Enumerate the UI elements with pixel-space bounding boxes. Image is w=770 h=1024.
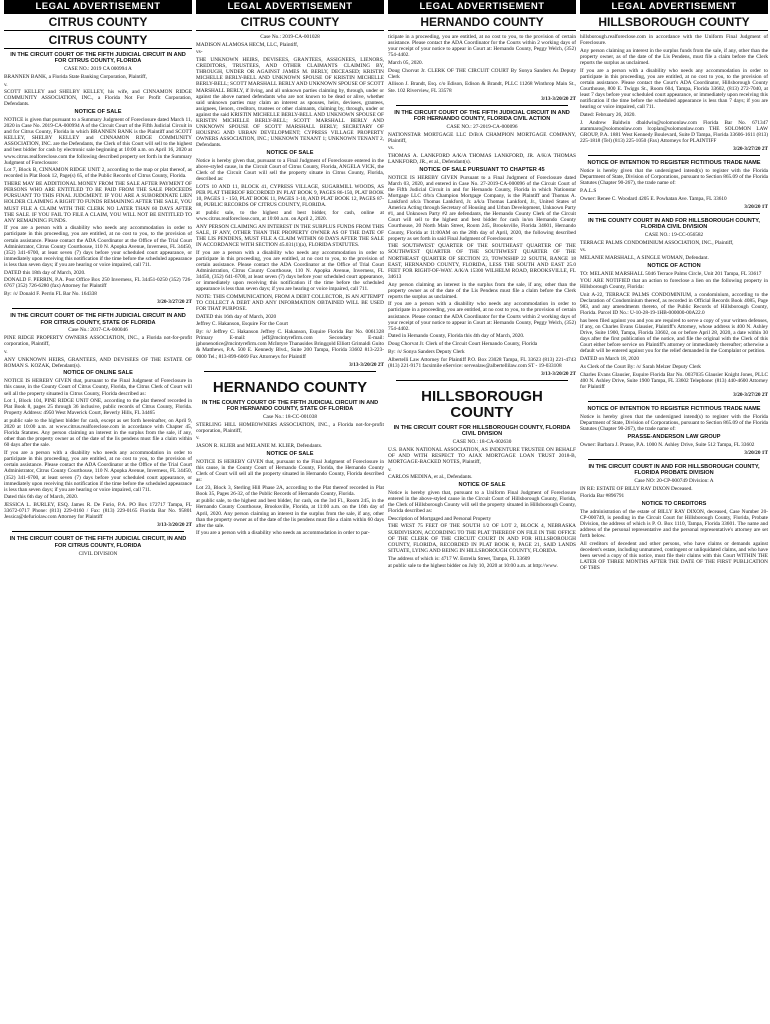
notice-paragraph: SCOTT KELLEY and SHELBY KELLEY, his wife, and CINNAMON RIDGE COMMUNITY ASSOCIATION, INC., a Florida Not For Profit Corporation, Defendants. — [4, 89, 192, 108]
notice-paragraph: TO: MELANIE MARSHALL 5046 Terrace Palms Circle, Unit 201 Tampa, FL 33617 — [580, 270, 762, 277]
notice-paragraph: Lot 1, Block 104, PINE RIDGE UNIT ONE, according to the plat thereof recorded in Plat Book 8, pages 25 through 36 inclusive, public records of Citrus County, Florida. Property Address: 4950 West Maverick Court, Beverly Hills, FL 34465 — [4, 398, 192, 417]
notice-heading: IN THE CIRCUIT COURT FOR HILLSBOROUGH COUNTY, FLORIDA CIVIL DIVISION — [393, 424, 571, 438]
legal-advertisement-band: LEGAL ADVERTISEMENT — [196, 0, 384, 14]
notice-paragraph: TERRACE PALMS CONDOMINIUM ASSOCIATION, INC., Plaintiff, — [580, 239, 734, 246]
legal-notice — [388, 425, 576, 570]
notice-paragraph: PINE RIDGE PROPERTY OWNERS ASSOCIATION, INC., a Florida not-for-profit corporation, Plaintiff, — [4, 335, 192, 348]
notice-paragraph: vs. — [580, 247, 587, 254]
case-number: CASE NO.: 19-CC-056582 — [644, 231, 704, 238]
notice-paragraph: NATIONSTAR MORTGAGE LLC D/B/A CHAMPION MORTGAGE COMPANY, Plaintiff, — [388, 131, 576, 144]
notice-paragraph: at public sale, to the highest and best bidder, for cash, online at www.citrus.realforeclose.com, at 10:00 a.m. on April 2, 2020. — [196, 209, 384, 222]
publication-dates: 3/13-3/20/20 2T — [541, 370, 576, 377]
publication-dates: 3/13-3/20/20 2T — [349, 361, 384, 368]
publication-dates: 3/20-3/27/20 2T — [157, 299, 192, 306]
notice-heading: IN THE COUNTY COURT OF THE FIFTH JUDICIAL CIRCUIT IN AND FOR HERNANDO COUNTY, STATE OF FLORIDA — [201, 399, 379, 412]
notice-paragraph: Lot 23, Block 3, Sterling Hill Phase 2A, according to the Plat thereof recorded in Plat Book 35, Pages 26-32, of the Public Records of Hernando County, Florida. — [196, 484, 384, 497]
notice-paragraph: If you are a person with a disability who needs any accommodation in order to participate in this proceeding, you are entitled, at no cost to you, to the provision of certain assistance. Please contact the ADA Coordinator at the Office of the Trial Court Administrator, Citrus County Courthouse, 110 N. Apopka Avenue, Inverness, FL 34450, (352) 341-6700, at least seven (7) days before your scheduled court appearance, or immediately upon receiving this notification if the time before the scheduled appearance is less than seven days; if you are hearing or voice impaired, call 711. — [4, 225, 192, 268]
county-heading: HILLSBOROUGH COUNTY — [580, 16, 768, 31]
legal-advertisement-band: LEGAL ADVERTISEMENT — [388, 0, 576, 14]
notice-paragraph: vs- — [196, 49, 203, 56]
case-number: Case No.: 18-CC-001038 — [263, 413, 317, 420]
notice-paragraph: vs. — [388, 145, 395, 152]
legal-notice — [580, 464, 768, 572]
notice-heading: IN THE CIRCUIT COURT OF THE FIFTH JUDICIAL CIRCUIT IN AND FOR CITRUS COUNTY, FLORIDA — [10, 52, 186, 65]
notice-paragraph: DATED on March 18, 2020 — [580, 356, 639, 363]
notice-paragraph: U.S. BANK NATIONAL ASSOCIATION, AS INDENTURE TRUSTEE ON BEHALF OF AND WITH RESPECT TO AJAX MORTGAGE LOAN TRUST 2018-B, MORTGAGE-BACKED NOTES, Plaintiff, — [388, 446, 576, 465]
notice-heading: IN THE CIRCUIT COURT OF THE FIFTH JUDICIAL CIRCUIT, IN AND FOR CITRUS COUNTY, FLORIDA — [9, 536, 187, 549]
divider — [588, 155, 760, 156]
notice-heading: IN THE CIRCUIT COURT OF THE FIFTH JUDICIAL CIRCUIT IN AND FOR CITRUS COUNTY, STATE OF FLORIDA — [10, 313, 186, 326]
case-number: Case NO: 20-CP-000749 Division: A — [634, 477, 714, 484]
notice-paragraph: JESSICA L. BURLEY, ESQ. James R. De Furio, P.A. PO Box 172717 Tampa, FL 33672-0717 Phone: (813) 229-0160 / Fax: (813) 229-0165 Florida Bar No. 95801 Jessica@defuriolaw.com Attorney for Plaintiff — [4, 502, 192, 521]
publication-dates: 3/13-3/20/20 2T — [157, 522, 192, 529]
column-3 — [388, 0, 576, 1004]
notice-paragraph: NOTICE IS HEREBY GIVEN that, pursuant to the Final Judgment of Foreclosure in this cause, in the County Court of Hernando County, Florida, the Hernando County Clerk of Court will sell all the property situated in Hernando County, Florida described as: — [196, 458, 384, 483]
notice-paragraph: Unit A-22, TERRACE PALMS CONDOMINIUM, a condominium, according to the Declaration of Condominium thereof, as recorded in Official Records Book 4085, Page 983, and any amendments thereto, of the Public Records of Hillsborough County, Florida. Parcel ID No.: U-10-28-19-1HB-000000-00A22.0 — [580, 292, 768, 317]
case-number: CASE NO.: 2019 CA 000994 A — [64, 66, 132, 73]
notice-paragraph: Owner: Renee C. Woodard 4205 E. Powhatan Ave. Tampa, FL 33610 — [580, 195, 727, 202]
notice-paragraph: hillsborough.realforeclose.com in accordance with the Uniform Final Judgment of Foreclosure. — [580, 34, 768, 47]
notice-paragraph: ticipate in a proceeding, you are entitled, at no cost to you, to the provision of certain assistance. Please contact the ADA Coordinator for the Courts within 2 working days of your receipt of your notice to appear in Court at: Hernando County, Peggy Welch, (352) 754-4402. — [388, 34, 576, 59]
publication-dates: 3/20/20 1T — [744, 449, 768, 456]
legal-notice — [388, 110, 576, 377]
notice-paragraph: Charles Evans Glausier, Esquire Florida Bar No. 0037035 Glausier Knight Jones, PLLC 400 N. Ashley Drive, Suite 1900 Tampa, FL 33602 Telephone: (813) 440-4600 Attorney for Plaintiff — [580, 371, 768, 390]
notice-paragraph: NOTICE OF SALE — [266, 450, 314, 457]
notice-paragraph: NOTICE OF SALE — [74, 109, 122, 116]
notice-paragraph: Albertelli Law Attorney for Plaintiff P.O. Box 23028 Tampa, FL 33623 (813) 221-4743 (813) 221-9171 facsimile eService: servealaw@albertellilaw.com ST - 19-033108 — [388, 356, 576, 369]
notice-paragraph: If you are a person with a disability who needs any accommodation in order to participate in this proceeding, you are entitled, at no cost to you, to the provision of certain assistance. Please contact the ADA Coordinator at the Office of Trial Court Administration, Citrus County Courthouse, 110 N. Apopka Avenue, Inverness, FL 34450, (352) 641-6700, at least seven (7) days before your scheduled court appearance, or immediately upon receiving this notification if the time before the scheduled appearance is less than seven days; if you are hearing or voice impaired, call 711. — [196, 249, 384, 293]
county-heading: HILLSBOROUGH COUNTY — [421, 387, 543, 421]
notice-paragraph: If you are a person with a disability who needs any accommodation in order to participate in this proceeding, you are entitled, at no cost to you, to the provision of certain assistance. Please contact the Court's ADA Coordinator, Hillsborough County Courthouse, 800 E. Twiggs St., Room 604, Tampa, Florida 33602, (813) 272-7040, at least 7 days before your scheduled court appearance, or immediately upon receiving this notification if the time before the scheduled appearance is less than 7 days; if you are hearing or voice impaired, call 711. — [580, 67, 768, 111]
notice-paragraph: If you are a person with a disability who needs an accommodation in order to par- — [196, 530, 370, 537]
notice-paragraph: YOU ARE NOTIFIED that an action to foreclose a lien on the following property in Hillsborough County, Florida: — [580, 278, 768, 291]
case-number: CASE NO.: 27-2019-CA-000096 — [446, 123, 518, 130]
divider — [396, 380, 568, 381]
notice-paragraph: NOTICE OF ONLINE SALE — [63, 370, 133, 377]
notice-paragraph: NOTICE OF SALE — [458, 481, 506, 488]
notice-paragraph: By: /s/ Sonya Sanders Deputy Clerk — [388, 348, 465, 355]
notice-paragraph: STERLING HILL HOMEOWNERS ASSOCIATION, INC., a Florida not-for-profit corporation, Plaintiff, — [196, 421, 384, 434]
notice-paragraph: at public sale to the highest bidder on July 10, 2020 at 10:00 a.m. at http://www. — [388, 563, 558, 570]
notice-paragraph: THERE MAY BE ADDITIONAL MONEY FROM THE SALE AFTER PAYMENT OF PERSONS WHO ARE ENTITLED TO BE PAID FROM THE SALE PROCEEDS PURSUANT TO THIS FINAL JUDGMENT. IF YOU ARE A SUBORDINATE LIEN HOLDER CLAIMING A RIGHT TO FUNDS REMAINING AFTER THE SALE, YOU MUST FILE A CLAIM WITH THE CLERK NO LATER THAN 60 DAYS AFTER THE SALE. IF YOU FAIL TO FILE A CLAIM, YOU WILL NOT BE ENTITLED TO ANY REMAINING FUNDS. — [4, 181, 192, 224]
notice-paragraph: NOTICE IS HEREBY GIVEN Pursuant to a Final Judgment of Foreclosure dated March 03, 2020, and entered in Case No. 27-2019-CA-000096 of the Circuit Court of the Fifth Judicial Circuit in and for Hernando County, Florida in which Nationstar Mortgage LLC d/b/a Champion Mortgage Company, is the Plaintiff and Thomas A. Lankford a/k/a Thomas Lankford, Jr. a/k/a Thomas Lankford, Jr., United States of America Acting through Secretary of Housing and Urban Development, Unknown Party #1, and Unknown Party #2 are defendants, the Hernando County Clerk of the Circuit Court will sell to the highest and best bidder for cash in/on Hernando County Courthouse, 20 North Main Street, Room 245, Brooksville, Florida 34601, Hernando County, Florida at 11:00AM on the 28th day of April, 2020, the following described property as set forth in said Final Judgment of Foreclosure: — [388, 174, 576, 242]
notice-paragraph: By: /s/ Donald F. Perrin FL Bar No. 164338 — [4, 291, 97, 298]
legal-notice — [4, 536, 192, 556]
notice-paragraph: THOMAS A. LANKFORD A/K/A THOMAS LANKFORD, JR. A/K/A THOMAS LANKFORD, JR., et al., Defendant(s). — [388, 153, 576, 166]
publication-dates: 3/20/20 1T — [744, 203, 768, 210]
notice-paragraph: NOTE: THIS COMMUNICATION, FROM A DEBT COLLECTOR, IS AN ATTEMPT TO COLLECT A DEBT AND ANY INFORMATION OBTAINED WILL BE USED FOR THAT PURPOSE. — [196, 293, 384, 313]
notice-paragraph: JASON R. KLIER and MELANIE M. KLIER, Defendants. — [196, 443, 323, 450]
notice-paragraph: Notice is hereby given that, pursuant to a Uniform Final Judgment of Foreclosure entered in the above-styled cause in the Circuit Court of Hillsborough County, Florida, the Clerk of Hillsborough County will sell the property situated in Hillsborough County, Florida described as: — [388, 489, 576, 515]
publication-dates: 3/13-3/20/20 2T — [541, 95, 576, 102]
notice-paragraph: has been filed against you and you are required to serve a copy of your written defenses, if any, on Charles Evans Glausier, Plaintiff's Attorney, whose address is 400 N. Ashley Drive, Suite 1900, Tampa, Florida 33602, on or before April 28, 2020, a date within 30 days after the first publication of the notice, and file the original with the Clerk of this Court either before service on Plaintiff's attorney or immediately thereafter; otherwise a default will be entered against you for the relief demanded in the Complaint or petition. — [580, 317, 768, 355]
notice-paragraph: Lot 7, Block B, CINNAMON RIDGE UNIT 2, according to the map or plat thereof, as recorded in Plat Book 12, Page(s) 65, of the Public Records of Citrus County, Florida. — [4, 167, 192, 180]
case-number: Case No.: 2017-CA-000046 — [68, 327, 128, 334]
notice-heading: IN THE CIRCUIT COURT IN AND FOR HILLSBOROUGH COUNTY, FLORIDA PROBATE DIVISION — [588, 463, 760, 477]
legal-notice — [580, 160, 768, 210]
divider — [588, 401, 760, 402]
publication-dates: 3/20-3/27/20 2T — [733, 391, 768, 398]
legal-notice — [580, 218, 768, 398]
notice-paragraph: NOTICE is given that pursuant to a Summary Judgment of Foreclosure dated March 11, 2020 in Case No. 2019-CA-000994 A of the Circuit Court of the Fifth Judicial Circuit in and for Citrus County, Florida in which BRANNEN BANK is the Plaintiff and SCOTT KELLEY, SHELBY KELLEY and CINNAMON RIDGE COMMUNITY ASSOCIATION, INC. are the Defendants, the Clerk of this Court will sell to the highest and best bidder for cash by electronic sale beginning at 10:00 a.m. on April 16, 2020 at www.citrus.realforeclose.com the following described property set forth in the Summary Judgment of Foreclosure: — [4, 117, 192, 166]
notice-heading: IN THE COUNTY COURT IN AND FOR HILLSBOROUGH COUNTY, FLORIDA CIVIL DIVISION — [588, 217, 760, 230]
divider — [12, 531, 184, 532]
legal-notice — [196, 34, 384, 368]
notice-paragraph: at public sale to the highest bidder for cash, except as set forth hereinafter, on April 9, 2020 at 10:00 a.m. at www.citrus.realforeclose.com in accordance with Chapter 45, Florida Statutes. Any person claiming an interest in the surplus from the sale, if any, other than the property owner as of the date of the lis pendens must file a claim within 60 days after the sale. — [4, 418, 192, 449]
divider — [12, 308, 184, 309]
county-heading: HERNANDO COUNTY — [212, 378, 368, 396]
notice-paragraph: If you are a person with a disability who needs any accommodation in order to participate in a proceeding, you are entitled, at no cost to you, to the provision of certain assistance. Please contact the ADA Coordinator for the Courts within 2 working days of your receipt of your notice to appear in Court at: Hernando County, Peggy Welch, (352) 754-4402. — [388, 301, 576, 332]
notice-paragraph: Jeffrey C. Hakanson, Esquire For the Court — [196, 321, 288, 328]
notice-paragraph: NOTICE OF ACTION — [647, 262, 701, 269]
notice-paragraph: BRANNEN BANK, a Florida State Banking Corporation, Plaintiff, — [4, 73, 147, 80]
notice-paragraph: P.A.L.S — [580, 187, 597, 194]
notice-paragraph: DATED this 16th day of March, 2020 — [196, 313, 277, 320]
notice-paragraph: Doug Chorvat Jr. CLERK OF THE CIRCUIT COURT By Sonya Sanders As Deputy Clerk — [388, 67, 576, 80]
notice-paragraph: v. — [388, 466, 392, 473]
notice-paragraph: NOTICE OF SALE PURSUANT TO CHAPTER 45 — [419, 166, 545, 173]
notice-paragraph: The address of which is: 4717 W. Estrella Street, Tampa, FL 33609 — [388, 555, 531, 562]
case-number: Case No.: 2019-CA-001028 — [260, 34, 320, 40]
divider — [588, 213, 760, 214]
notice-heading: NOTICE OF INTENTION TO REGISTER FICTITIOUS TRADE NAME — [587, 160, 761, 167]
notice-paragraph: THE SOUTHWEST QUARTER OF THE SOUTHEAST QUARTER OF THE SOUTHWEST QUARTER OF THE SOUTHWEST QUARTER OF THE NORTHEAST QUARTER OF SECTION 23, TOWNSHIP 22 SOUTH, RANGE 18 EAST, HERNANDO COUNTY, FLORIDA, LESS THE SOUTH AND EAST 25.0 FEET FOR RIGHT-OF-WAY. A/K/A 15300 WILHELM ROAD, BROOKSVILLE, FL 34613 — [388, 243, 576, 280]
legal-advertisement-band: LEGAL ADVERTISEMENT — [580, 0, 768, 14]
case-number: CASE NO.: 18-CA-002630 — [452, 438, 512, 445]
notice-paragraph: MELANIE MARSHALL, A SINGLE WOMAN, Defendant. — [580, 254, 709, 261]
notice-paragraph: Any person claiming an interest in the surplus funds from the sale, if any, other than the property owner, as of the date of the Lis Pendens, must file a claim before the Clerk reports the surplus as unclaimed. — [580, 47, 768, 66]
notice-paragraph: March 05, 2020. — [388, 59, 424, 66]
notice-paragraph: The administration of the estate of BILLY RAY DIXON, deceased, Case Number 20-CP-000749, is pending in the Circuit Court for Hillsborough County, Florida, Probate Division, the address of which is P. O. Box 1110, Tampa, Florida 33601. The name and address of the personal representative and the personal representative's attorney are set forth below. — [580, 508, 768, 540]
notice-paragraph: LOTS 10 AND 11, BLOCK 41, CYPRESS VILLAGE, SUGARMILL WOODS, AS PER PLAT THEREOF RECORDED IN PLAT BOOK 9, PAGES 86-150, PLAT BOOK 10, PAGES 1 - 150, PLAT BOOK 11, PAGES 1-10, AND PLAT BOOK 12, PAGES 87-88, PUBLIC RECORDS OF CITRUS COUNTY, FLORIDA. — [196, 183, 384, 209]
divider — [588, 459, 760, 460]
notice-paragraph: NOTICE TO CREDITORS — [641, 500, 707, 507]
divider — [204, 371, 376, 372]
notice-paragraph: Doug Chorvat Jr. Clerk of the Circuit Court Hernando County, Florida — [388, 341, 538, 348]
legal-notice — [196, 400, 384, 537]
notice-paragraph: By: /s/ Jeffrey C. Hakanson Jeffrey C. Hakanson, Esquire Florida Bar No. 0061328 Primary E-mail: jeff@mcintyrefirm.com Secondary E-mail: jphonenotice@mcintyrefirm.com McIntyre Thanasides Bringgold Elliott Grimaldi Guito & Matthews, P.A. 500 E. Kennedy Blvd., Suite 200 Tampa, Florida 33602 813-223-0000 Tel.; 813-899-6069 Fax Attorneys for Plaintiff — [196, 329, 384, 360]
page-footer — [0, 1004, 766, 1024]
notice-paragraph: Notice is hereby given that the undersigned intend(s) to register with the Florida Department of State, Division of Corporations, pursuant to Section 865.09 of the Florida Statutes (Chapter 90-267), the trade name of: — [580, 167, 768, 187]
notice-paragraph: DONALD F. PERRIN, P.A. Post Office Box 250 Inverness, FL 34451-0250 (352) 726-6767 (352) 726-6280 (fax) Attorney for Plaintiff — [4, 277, 192, 290]
notice-paragraph: All creditors of decedent and other persons, who have claims or demands against decedent's estate, including unmatured, contingent or unliquidated claims, and who have been served a copy of this notice, must file their claims with this Court WITHIN THE LATER OF THREE MONTHS AFTER THE DATE OF THE FIRST PUBLICATION OF THIS — [580, 540, 768, 572]
legal-notice — [580, 34, 768, 152]
county-heading: HERNANDO COUNTY — [388, 16, 576, 31]
notice-paragraph: Owner: Barbara J. Prasse, P.A. 1000 N. Ashley Drive, Suite 512 Tampa, FL 33602 — [580, 441, 755, 448]
case-number: CIVIL DIVISION — [78, 550, 118, 557]
notice-paragraph: PRASSE-ANDERSON LAW GROUP — [627, 433, 721, 440]
notice-paragraph: IN RE: ESTATE OF BILLY RAY DIXON Deceased. — [580, 485, 693, 492]
notice-paragraph: ANY UNKNOWN HEIRS, GRANTEES, AND DEVISEES OF THE ESTATE OF ROMAN S. KOZAK, Defendant(s). — [4, 356, 192, 369]
county-heading: CITRUS COUNTY — [196, 16, 384, 31]
legal-notice — [4, 313, 192, 528]
legal-notice — [4, 52, 192, 305]
notice-paragraph: Dated: February 26, 2020. — [580, 111, 636, 118]
notice-paragraph: Florida Bar #896791 — [580, 493, 625, 500]
legal-notice — [388, 34, 576, 102]
notice-heading: IN THE CIRCUIT COURT OF THE FIFTH JUDICIAL CIRCUIT IN AND FOR HERNANDO COUNTY, FLORIDA CIVIL ACTION — [394, 109, 570, 123]
column-4 — [580, 0, 768, 1004]
notice-paragraph: Dated in Hernando County, Florida this 4th day of March, 2020. — [388, 333, 525, 340]
notice-paragraph: Notice is hereby given that, pursuant to a Final Judgment of Foreclosure entered in the above-styled cause, in the Circuit Court of Citrus County, Florida, ANGELA VICK, the Clerk of the Circuit Court will sell the property situate in Citrus County, Florida, described as: — [196, 157, 384, 183]
notice-paragraph: v. — [4, 348, 8, 355]
notice-paragraph: THE WEST 75 FEET OF THE SOUTH 1/2 OF LOT 2, BLOCK 4, NEBRASKA SUBDIVISION, ACCORDING TO THE PLAT THEREOF ON FILE IN THE OFFICE OF THE CLERK OF THE CIRCUIT COURT IN AND FOR HILLSBOROUGH COUNTY, FLORIDA, RECORDED IN PLAT BOOK 8, PAGE 21, SAID LANDS SITUATE, LYING AND BEING IN HILLSBOROUGH COUNTY, FLORIDA. — [388, 523, 576, 554]
notice-paragraph: J. Andrew Baldwin dbaldwin@solomonlaw.com Florida Bar No. 671347 atammaro@solomonlaw.com lcoplan@solomonlaw.com THE SOLOMON LAW GROUP, P.A. 1881 West Kennedy Boulevard, Suite D Tampa, Florida 33606-1611 (813) 225-1818 (Tel) (813) 225-1050 (Fax) Attorneys for PLAINTIFF — [580, 119, 768, 144]
notice-paragraph: CARLOS MEDINA, et al., Defendants. — [388, 474, 473, 481]
notice-paragraph: THE UNKNOWN HEIRS, DEVISEES, GRANTEES, ASSIGNEES, LIENORS, CREDITORS, TRUSTEES, AND OTHER CLAIMANTS CLAIMING BY, THROUGH, UNDER OR AGAINST JAMES M. BERLY, DECEASED; KRISTIN MICHELLE BERLY-BELL AND UNKNOWN SPOUSE OF KRISTIN MICHELLE BERLY-BELL; SCOTT MARSHALL BERLY AND UNKNOWN SPOUSE OF SCOTT MARSHALL BERLY, if living, and all unknown parties claiming by, through, under or against the above named defendants who are not known to be dead or alive, whether said unknown parties may claim an interest as spouses, heirs, devisees, grantees, assignees, lienors, creditors, trustees or other claimants, claiming by, through, under or against the said KRISTIN MICHELLE BERLY-BELL AND UNKNOWN SPOUSE OF KRISTIN MICHELLE BERLY-BELL; SCOTT MARSHALL BERLY AND UNKNOWN SPOUSE OF SCOTT MARSHALL BERLY; SECRETARY OF HOUSING AND URBAN DEVELOPMENT; CYPRESS VILLAGE PROPERTY OWNERS ASSOCIATION, INC.; UNKNOWN TENANT 1; UNKNOWN TENANT 2, Defendants. — [196, 57, 384, 149]
notice-paragraph: Notice is hereby given that the undersigned intend(s) to register with the Florida Department of State, Division of Corporations, pursuant to Section 865.09 of the Florida Statutes (Chapter 90-267), the trade name of: — [580, 413, 768, 432]
divider — [396, 105, 568, 106]
notice-paragraph: Dated this 6th day of March, 2020. — [4, 494, 79, 501]
column-2 — [196, 0, 384, 1004]
notice-paragraph: DATED this 18th day of March, 2020. — [4, 269, 86, 276]
notice-paragraph: v. — [196, 435, 200, 442]
notice-paragraph: ANY PERSON CLAIMING AN INTEREST IN THE SURPLUS FUNDS FROM THIS SALE, IF ANY, OTHER THAN THE PROPERTY OWNER AS OF THE DATE OF THE LIS PENDENS, MUST FILE A CLAIM WITHIN 60 DAYS AFTER THE SALE IN ACCORDANCE WITH SECTION 45.031(1)(a), FLORIDA STATUTES. — [196, 223, 384, 248]
column-1 — [4, 0, 192, 1004]
notice-paragraph: MADISON ALAMOSA HECM, LLC, Plaintiff, — [196, 41, 299, 48]
notice-paragraph: If you are a person with a disability who needs any accommodation in order to participate in this proceeding, you are entitled, at no cost to you, to the provision of certain assistance. Please contact the ADA Coordinator at the Office of the Trial Court Administrator, Citrus County Courthouse, 110 N. Apopka Avenue, Inverness, FL 34450, (352) 341-6700, at least seven (7) days before your scheduled court appearance, or immediately upon receiving this notification if the time before the scheduled appearance is less than seven days; if you are hearing or voice impaired, call 711. — [4, 450, 192, 493]
county-heading: CITRUS COUNTY — [4, 34, 192, 49]
county-heading: CITRUS COUNTY — [4, 16, 192, 31]
notice-paragraph: at public sale, to the highest and best bidder, for cash, on the 3rd Fl., Room 245, in the Hernando County Courthouse, Brooksville, Florida, at 11:00 a.m. on the 16th day of April, 2020. Any person claiming an interest in the surplus from the sale, if any, other than the property owner as of the date of the lis pendens must file a claim within 60 days after the sale. — [196, 498, 384, 529]
publication-dates: 3/20-3/27/20 2T — [733, 145, 768, 152]
notice-paragraph: Allison J. Brandt, Esq. c/o Edison, Edison & Brandt, PLLC 11268 Winthrop Main St., Ste. 102 Riverview, FL 33578 — [388, 81, 576, 94]
notice-heading: NOTICE OF INTENTION TO REGISTER FICTITIOUS TRADE NAME — [587, 405, 761, 412]
notice-paragraph: As Clerk of the Court By: /s/ Sarah Melzer Deputy Clerk — [580, 363, 701, 370]
legal-advertisement-band: LEGAL ADVERTISEMENT — [4, 0, 192, 14]
legal-notice — [580, 406, 768, 456]
notice-paragraph: NOTICE IS HEREBY GIVEN that, pursuant to the Final Judgment of Foreclosure in this cause, in the County Court of Citrus County, Florida, the Citrus Clerk of Court will sell all the property situated in Citrus County, Florida described as: — [4, 378, 192, 397]
notice-paragraph: NOTICE OF SALE — [266, 150, 314, 157]
notice-paragraph: Any person claiming an interest in the surplus from the sale, if any, other than the property owner as of the date of the Lis Pendens must file a claim before the Clerk reports the surplus as unclaimed. — [388, 281, 576, 300]
notice-paragraph: Description of Mortgaged and Personal Property — [388, 515, 492, 522]
notice-paragraph: v. — [4, 81, 8, 88]
